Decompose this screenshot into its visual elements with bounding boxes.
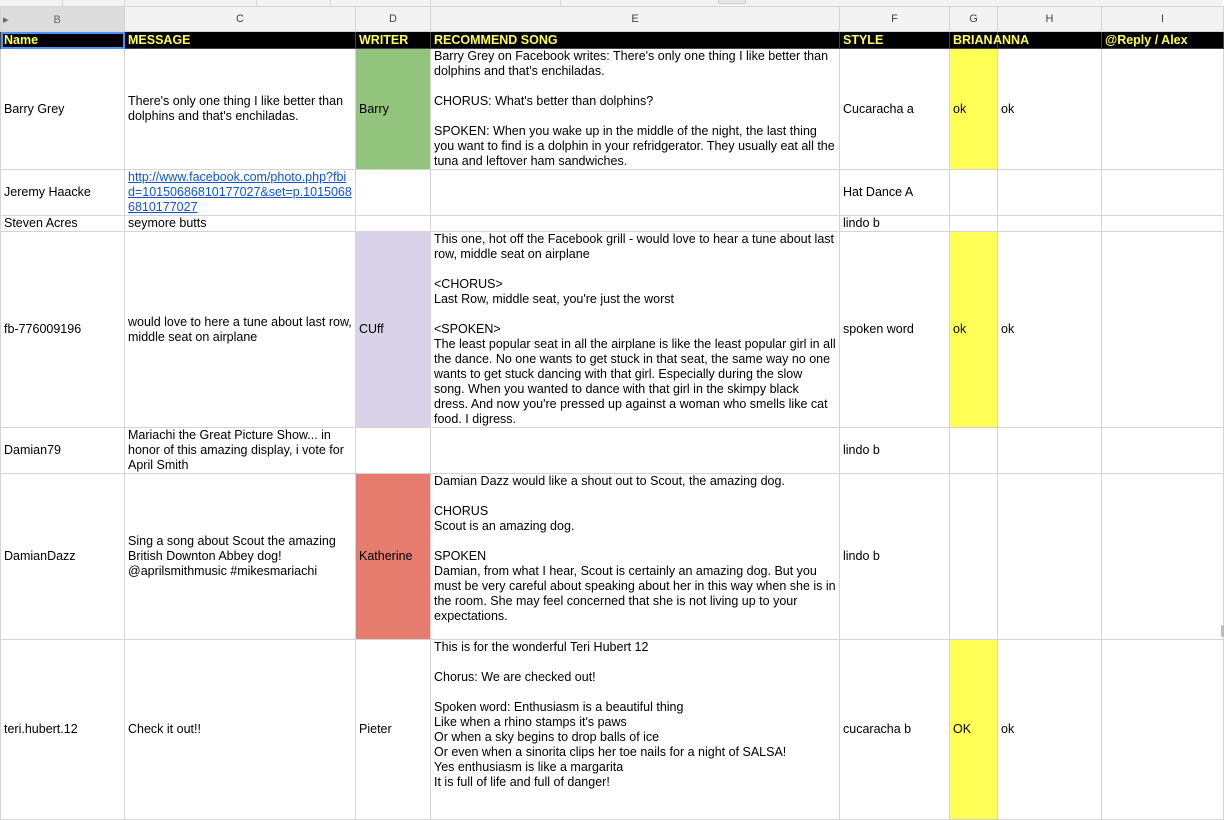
cell-style[interactable]: lindo b (840, 474, 950, 640)
cell-style[interactable]: Cucaracha a (840, 49, 950, 170)
column-header-B[interactable]: ▸ B (1, 7, 125, 32)
header-cell-message[interactable]: MESSAGE (125, 32, 356, 49)
cell-writer[interactable] (356, 428, 431, 474)
cell-reply[interactable] (1102, 49, 1224, 170)
cell-writer[interactable]: CUff (356, 232, 431, 428)
cell-brian[interactable]: OK (950, 640, 998, 820)
cell-recommend[interactable] (431, 216, 840, 232)
header-cell-writer[interactable]: WRITER (356, 32, 431, 49)
table-row (1, 170, 1224, 216)
cell-name[interactable]: Steven Acres (1, 216, 125, 232)
resize-handle[interactable] (718, 0, 746, 4)
cell-recommend[interactable]: This one, hot off the Facebook grill - would love to hear a tune about last row, middle seat on airplane <CHORUS> Last Row, middle seat, you're just the worst <SPOKEN> The least popular seat in all the airplane is like the least popular girl in all the dance. No one wants to get stuck in that seat, the same way no one wants to get stuck dancing with that girl. Especially during the slow song. When you wanted to dance with that girl in the skimpy black dress. And now you're pressed up against a woman who smells like cat food. I digress. (431, 232, 840, 428)
cell-style[interactable]: spoken word (840, 232, 950, 428)
cell-name[interactable]: DamianDazz (1, 474, 125, 640)
cell-style[interactable]: lindo b (840, 428, 950, 474)
table-row (1, 474, 1224, 640)
cell-brian[interactable]: ok (950, 49, 998, 170)
header-cell-recommend[interactable]: RECOMMEND SONG (431, 32, 840, 49)
table-row (1, 232, 1224, 428)
header-cell-reply[interactable]: @Reply / Alex (1102, 32, 1224, 49)
cell-reply[interactable] (1102, 170, 1224, 216)
column-header-E[interactable]: E (431, 7, 840, 32)
cell-recommend[interactable] (431, 428, 840, 474)
cell-name[interactable]: Damian79 (1, 428, 125, 474)
cell-anna[interactable]: ok (998, 49, 1102, 170)
header-cell-brian[interactable]: BRIAN (950, 32, 998, 49)
cell-style[interactable]: Hat Dance A (840, 170, 950, 216)
cell-reply[interactable] (1102, 640, 1224, 820)
spreadsheet-grid (0, 6, 1224, 820)
table-row (1, 640, 1224, 820)
cell-message[interactable]: seymore butts (125, 216, 356, 232)
table-row (1, 428, 1224, 474)
cell-brian[interactable] (950, 170, 998, 216)
cell-writer[interactable]: Barry (356, 49, 431, 170)
cell-reply[interactable] (1102, 232, 1224, 428)
cell-reply[interactable] (1102, 474, 1224, 640)
cell-writer[interactable] (356, 216, 431, 232)
cell-brian[interactable] (950, 428, 998, 474)
cell-brian[interactable]: ok (950, 232, 998, 428)
cell-reply[interactable] (1102, 428, 1224, 474)
cell-style[interactable]: lindo b (840, 216, 950, 232)
cell-brian[interactable] (950, 216, 998, 232)
column-header-G[interactable]: G (950, 7, 998, 32)
column-header-F[interactable]: F (840, 7, 950, 32)
column-header-H[interactable]: H (998, 7, 1102, 32)
column-header-D[interactable]: D (356, 7, 431, 32)
table-row (1, 49, 1224, 170)
cell-reply[interactable] (1102, 216, 1224, 232)
cell-anna[interactable]: ok (998, 232, 1102, 428)
cell-writer[interactable]: Katherine (356, 474, 431, 640)
cell-writer[interactable]: Pieter (356, 640, 431, 820)
cell-message[interactable]: There's only one thing I like better than dolphins and that's enchiladas. (125, 49, 356, 170)
cell-name[interactable]: Barry Grey (1, 49, 125, 170)
title-row (1, 32, 1224, 49)
cell-style[interactable]: cucaracha b (840, 640, 950, 820)
cell-name[interactable]: Jeremy Haacke (1, 170, 125, 216)
cell-name[interactable]: teri.hubert.12 (1, 640, 125, 820)
cell-message[interactable]: Sing a song about Scout the amazing British Downton Abbey dog! @aprilsmithmusic #mikesmariachi (125, 474, 356, 640)
cell-writer[interactable] (356, 170, 431, 216)
cell-brian[interactable] (950, 474, 998, 640)
column-header-row (1, 7, 1224, 32)
cell-anna[interactable] (998, 428, 1102, 474)
cell-anna[interactable]: ok (998, 640, 1102, 820)
collapse-arrow-icon[interactable]: ▸ (3, 13, 9, 26)
cell-anna[interactable] (998, 474, 1102, 640)
cell-anna[interactable] (998, 170, 1102, 216)
header-cell-anna[interactable] (993, 32, 1102, 49)
header-cell-name[interactable]: Name (1, 32, 125, 49)
column-header-I[interactable]: I (1102, 7, 1224, 32)
cell-message[interactable]: Check it out!! (125, 640, 356, 820)
cell-recommend[interactable]: This is for the wonderful Teri Hubert 12 Chorus: We are checked out! Spoken word: Enthusiasm is a beautiful thing Like when a rhino stamps it's paws Or when a sky begins to drop balls of ice Or even when a sinorita clips her toe nails for a night of SALSA! Yes enthusiasm is like a margarita It is full of life and full of danger! (431, 640, 840, 820)
cell-anna[interactable] (998, 216, 1102, 232)
cell-recommend[interactable] (431, 170, 840, 216)
table-row (1, 216, 1224, 232)
cell-recommend[interactable]: Damian Dazz would like a shout out to Scout, the amazing dog. CHORUS Scout is an amazing dog. SPOKEN Damian, from what I hear, Scout is certainly an amazing dog. But you must be very careful about speaking about her in this way when she is in the room. She may feel concerned that she is not living up to your expectations. (431, 474, 840, 640)
header-cell-style[interactable]: STYLE (840, 32, 950, 49)
cell-recommend[interactable]: Barry Grey on Facebook writes: There's only one thing I like better than dolphins and that's enchiladas. CHORUS: What's better than dolphins? SPOKEN: When you wake up in the middle of the night, the last thing you want to find is a dolphin in your refridgerator. They usually eat all the tuna and leftover ham sandwiches. (431, 49, 840, 170)
cell-message[interactable]: would love to here a tune about last row, middle seat on airplane (125, 232, 356, 428)
cell-name[interactable]: fb-776009196 (1, 232, 125, 428)
column-header-C[interactable]: C (125, 7, 356, 32)
header-anna-label: ANNA (993, 33, 1030, 47)
message-link[interactable]: http://www.facebook.com/photo.php?fbid=10150686810177027&set=p.10150686810177027 (128, 170, 352, 214)
cell-message[interactable] (125, 170, 356, 216)
cell-message[interactable]: Mariachi the Great Picture Show... in honor of this amazing display, i vote for April Smith (125, 428, 356, 474)
